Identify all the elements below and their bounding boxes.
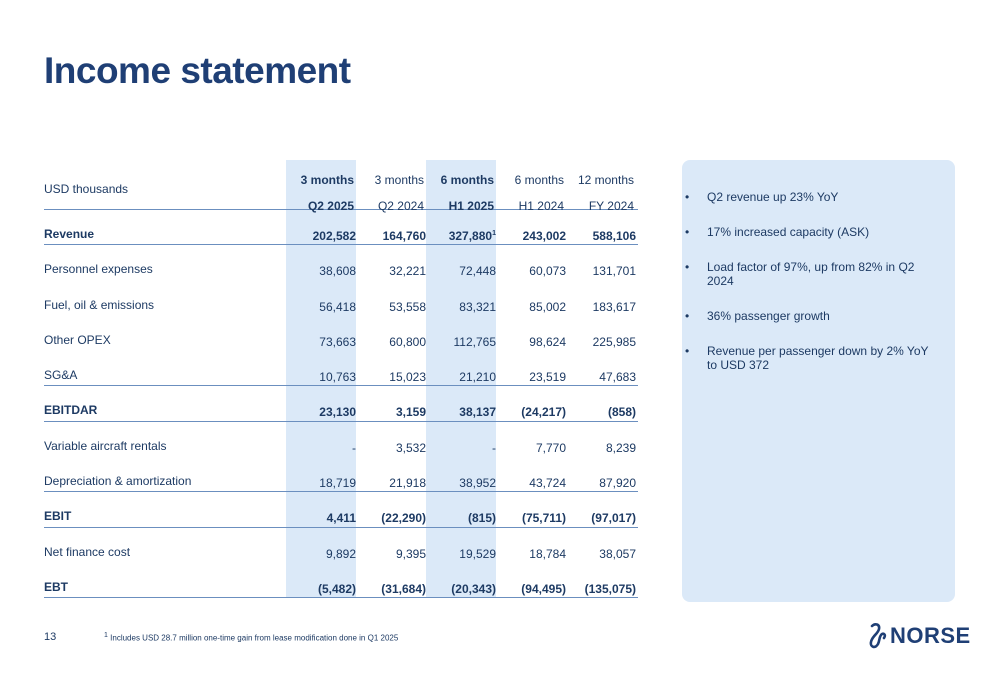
unit-label: USD thousands — [44, 182, 129, 196]
table-header — [44, 160, 638, 213]
table-cell — [356, 441, 426, 455]
table-row — [44, 245, 638, 280]
cell-value: 60,800 — [389, 334, 426, 349]
table-cell — [286, 511, 356, 525]
cell-value: 87,920 — [599, 476, 636, 491]
cell-value: 38,137 — [459, 405, 496, 420]
footnote — [104, 632, 398, 643]
cell-value: 243,002 — [522, 229, 566, 243]
table-row — [44, 386, 638, 421]
cell-value: 327,880 — [448, 229, 493, 243]
table-row — [44, 316, 638, 351]
bullet-icon: • — [685, 344, 690, 358]
cell-value: 15,023 — [389, 370, 426, 385]
row-label: EBT — [44, 579, 68, 594]
table-cell — [286, 405, 356, 419]
cell-value: 38,952 — [459, 476, 496, 491]
cell-value: (22,290) — [381, 511, 426, 526]
table-cell — [426, 405, 496, 419]
cell-value: 18,784 — [529, 546, 566, 561]
cell-value: 38,057 — [599, 546, 636, 561]
cell-value: 10,763 — [319, 370, 356, 385]
row-label: Other OPEX — [44, 332, 111, 347]
table-cell — [496, 370, 566, 384]
column-header-label: Q2 2024 — [377, 199, 424, 213]
table-cell — [496, 300, 566, 314]
table-cell — [426, 476, 496, 490]
row-label: Revenue — [44, 227, 95, 241]
table-cell — [496, 476, 566, 490]
cell-value: 4,411 — [326, 511, 356, 526]
norse-logo-icon — [866, 622, 888, 650]
table-cell — [566, 229, 636, 243]
table-cell — [356, 476, 426, 490]
table-cell — [566, 335, 636, 349]
row-label: Personnel expenses — [44, 262, 153, 277]
footnote-text: Includes USD 28.7 million one-time gain from lease modification done in Q1 2025 — [110, 633, 399, 643]
table-row — [44, 563, 638, 598]
table-cell — [496, 335, 566, 349]
cell-value: 23,130 — [319, 405, 356, 420]
cell-value: (135,075) — [584, 581, 636, 596]
table-cell — [356, 264, 426, 278]
table-cell — [496, 405, 566, 419]
row-label: Net finance cost — [44, 544, 131, 559]
cell-value: - — [352, 440, 356, 455]
table-row — [44, 528, 638, 563]
table-cell — [286, 476, 356, 490]
row-label: SG&A — [44, 368, 78, 383]
footnote-marker: 1 — [104, 632, 108, 639]
table-cell — [496, 264, 566, 278]
cell-value: 38,608 — [319, 264, 356, 279]
cell-value: (94,495) — [521, 581, 566, 596]
cell-value: 225,985 — [592, 334, 636, 349]
table-cell — [356, 405, 426, 419]
table-cell — [356, 335, 426, 349]
cell-value: 85,002 — [529, 299, 566, 314]
cell-footnote-marker: 1 — [492, 230, 496, 237]
cell-value: (858) — [607, 405, 636, 420]
cell-value: 18,719 — [319, 476, 356, 491]
cell-value: 112,765 — [453, 334, 496, 349]
cell-value: 32,221 — [389, 264, 426, 279]
table-row — [44, 210, 638, 245]
highlights-panel — [682, 160, 955, 602]
table-cell — [566, 511, 636, 525]
table-cell — [426, 547, 496, 561]
highlight-item — [685, 309, 934, 323]
cell-value: 60,073 — [529, 264, 566, 279]
bullet-icon: • — [685, 260, 690, 274]
column-header-period: 3 months — [300, 173, 354, 187]
table-cell — [356, 582, 426, 596]
table-cell — [286, 441, 356, 455]
page-title: Income statement — [44, 50, 351, 91]
highlight-item — [685, 225, 934, 239]
cell-value: 21,918 — [389, 476, 426, 491]
highlight-text: Revenue per passenger down by 2% YoY to USD 372 — [707, 344, 929, 372]
row-label: Depreciation & amortization — [44, 474, 192, 489]
table-cell — [496, 229, 566, 243]
cell-value: (31,684) — [381, 581, 426, 596]
cell-value: 83,321 — [459, 299, 496, 314]
table-row — [44, 351, 638, 386]
table-cell — [426, 441, 496, 455]
cell-value: (20,343) — [451, 581, 496, 596]
row-label: EBITDAR — [44, 403, 98, 418]
cell-value: (5,482) — [317, 581, 356, 596]
table-cell — [496, 511, 566, 525]
table-cell — [426, 229, 496, 243]
table-cell — [566, 547, 636, 561]
column-header-period: 3 months — [374, 173, 424, 187]
table-cell — [286, 300, 356, 314]
bullet-icon: • — [685, 225, 690, 239]
cell-value: 9,892 — [325, 546, 356, 561]
cell-value: 72,448 — [459, 264, 496, 279]
row-label: EBIT — [44, 509, 72, 524]
cell-value: - — [492, 440, 496, 455]
highlight-text: Load factor of 97%, up from 82% in Q2 2024 — [707, 260, 915, 288]
page-number: 13 — [44, 631, 57, 643]
bullet-icon: • — [685, 190, 690, 204]
row-label: Variable aircraft rentals — [44, 438, 167, 453]
cell-value: 53,558 — [389, 299, 426, 314]
cell-value: 21,210 — [459, 370, 496, 385]
column-header-period: 6 months — [514, 173, 564, 187]
cell-value: 19,529 — [459, 546, 496, 561]
highlight-text: 36% passenger growth — [707, 309, 830, 323]
highlight-item — [685, 190, 934, 204]
cell-value: 7,770 — [535, 440, 566, 455]
table-cell — [496, 441, 566, 455]
highlight-item — [685, 344, 934, 372]
norse-logo — [866, 622, 971, 650]
table-cell — [356, 370, 426, 384]
table-cell — [496, 582, 566, 596]
table-row — [44, 457, 638, 492]
cell-value: (75,711) — [521, 511, 566, 526]
cell-value: 56,418 — [319, 299, 356, 314]
table-cell — [286, 264, 356, 278]
highlight-item — [685, 260, 934, 288]
cell-value: 131,701 — [592, 264, 636, 279]
table-cell — [566, 476, 636, 490]
column-header-period: 12 months — [577, 173, 634, 187]
table-cell — [566, 441, 636, 455]
table-cell — [286, 370, 356, 384]
table-cell — [286, 547, 356, 561]
cell-value: (815) — [467, 511, 496, 526]
table-cell — [356, 229, 426, 243]
table-row — [44, 281, 638, 316]
table-cell — [566, 370, 636, 384]
table-row — [44, 492, 638, 527]
cell-value: 47,683 — [599, 370, 636, 385]
bullet-icon: • — [685, 309, 690, 323]
cell-value: 183,617 — [592, 299, 636, 314]
table-row — [44, 422, 638, 457]
table-cell — [356, 511, 426, 525]
table-body — [44, 210, 638, 598]
table-cell — [496, 547, 566, 561]
table-cell — [426, 264, 496, 278]
cell-value: (97,017) — [591, 511, 636, 526]
cell-value: 3,159 — [395, 405, 426, 420]
cell-value: 98,624 — [529, 334, 566, 349]
row-label: Fuel, oil & emissions — [44, 297, 155, 312]
table-cell — [566, 582, 636, 596]
cell-value: 43,724 — [529, 476, 566, 491]
cell-value: 9,395 — [395, 546, 426, 561]
cell-value: 164,760 — [382, 229, 426, 243]
table-cell — [426, 582, 496, 596]
column-header-label: FY 2024 — [588, 199, 634, 213]
logo-text: NORSE — [890, 623, 971, 648]
cell-value: 73,663 — [319, 334, 356, 349]
cell-value: 8,239 — [605, 440, 636, 455]
highlights-list — [685, 190, 934, 393]
table-cell — [566, 405, 636, 419]
table-cell — [426, 335, 496, 349]
column-header-label: H1 2024 — [518, 199, 564, 213]
table-cell — [426, 511, 496, 525]
highlight-text: 17% increased capacity (ASK) — [707, 225, 870, 239]
column-header-period: 6 months — [440, 173, 494, 187]
table-cell — [356, 547, 426, 561]
table-cell — [426, 300, 496, 314]
highlight-text: Q2 revenue up 23% YoY — [707, 190, 839, 204]
column-header-label: H1 2025 — [448, 199, 494, 213]
cell-value: 23,519 — [529, 370, 566, 385]
table-cell — [286, 335, 356, 349]
table-cell — [566, 300, 636, 314]
table-cell — [426, 370, 496, 384]
table-cell — [286, 229, 356, 243]
table-cell — [356, 300, 426, 314]
cell-value: 3,532 — [395, 440, 426, 455]
column-header-label: Q2 2025 — [307, 199, 354, 213]
cell-value: 588,106 — [592, 229, 636, 243]
table-cell — [566, 264, 636, 278]
table-cell — [286, 582, 356, 596]
cell-value: (24,217) — [521, 405, 566, 420]
cell-value: 202,582 — [312, 229, 356, 243]
